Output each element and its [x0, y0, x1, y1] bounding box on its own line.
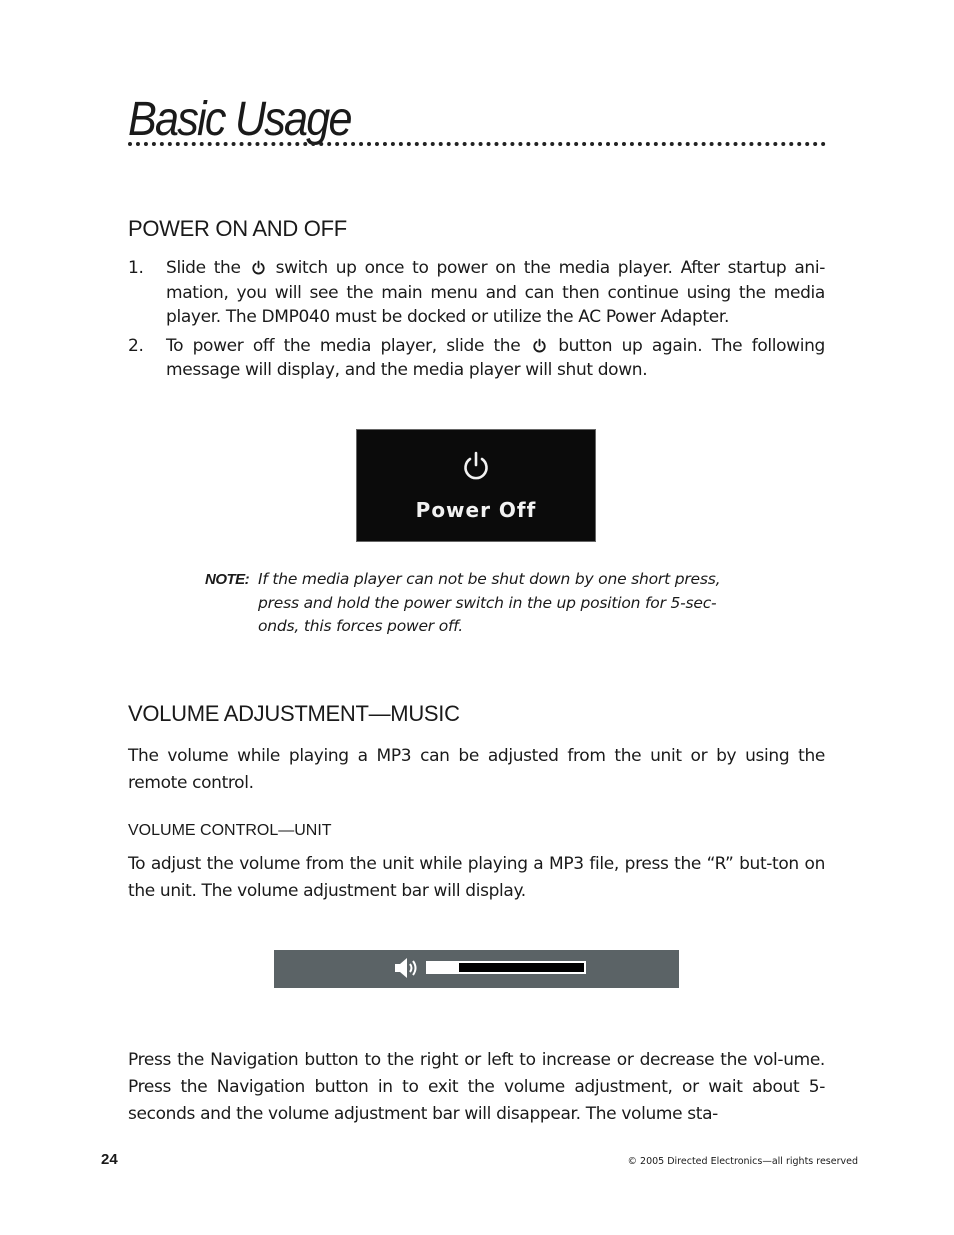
note-label: NOTE: [205, 571, 250, 588]
power-steps-list [128, 256, 825, 383]
page-title: Basic Usage [128, 93, 351, 146]
power-off-caption: Power Off [415, 498, 537, 522]
speaker-icon [394, 957, 420, 979]
list-item [128, 334, 825, 383]
volume-unit-paragraph: To adjust the volume from the unit while playing a MP3 file, press the “R” but-ton on the unit. The volume adjustment bar will display. [128, 854, 825, 901]
power-icon [460, 450, 492, 482]
list-text-before: Slide the [166, 258, 241, 278]
list-item [128, 256, 825, 330]
list-text-after: switch up once to power on the media player. After startup ani-mation, you will see the main menu and can then continue using the media player. The DMP040 must be docked or utilize the AC Power Adapter. [166, 258, 826, 327]
copyright-notice: © 2005 Directed Electronics—all rights reserved [627, 1156, 858, 1167]
power-off-screen [356, 429, 596, 542]
list-text [166, 256, 825, 330]
volume-intro-paragraph: The volume while playing a MP3 can be adjusted from the unit or by using the remote control. [128, 746, 825, 793]
list-text-before: To power off the media player, slide the [166, 335, 521, 356]
volume-adjustment-bar [274, 950, 679, 988]
volume-level-fill [428, 963, 459, 972]
list-text-after: button up again. The following message will display, and the media player will shut down. [166, 335, 825, 380]
navigation-paragraph: Press the Navigation button to the right or left to increase or decrease the vol-ume. Press the Navigation button in to exit the volume adjustment, or wait about 5-seconds and the volume adjustment bar will disappear. The volume sta- [128, 1050, 825, 1124]
title-dotted-rule [128, 142, 826, 146]
volume-control-subheading: VOLUME CONTROL—UNIT [128, 822, 332, 839]
volume-level-track [426, 961, 586, 974]
list-text [166, 334, 825, 383]
note-block [205, 568, 765, 639]
list-number: 2. [128, 335, 144, 356]
list-number: 1. [128, 258, 144, 278]
power-icon [251, 260, 266, 275]
power-section-heading: POWER ON AND OFF [128, 216, 347, 241]
power-icon [532, 338, 547, 353]
note-text: If the media player can not be shut down by one short press, press and hold the power switch in the up position for 5-sec-onds, this forces power off. [258, 570, 721, 635]
page-number: 24 [101, 1151, 118, 1168]
volume-level-empty [428, 963, 584, 972]
volume-section-heading: VOLUME ADJUSTMENT—MUSIC [128, 701, 460, 726]
